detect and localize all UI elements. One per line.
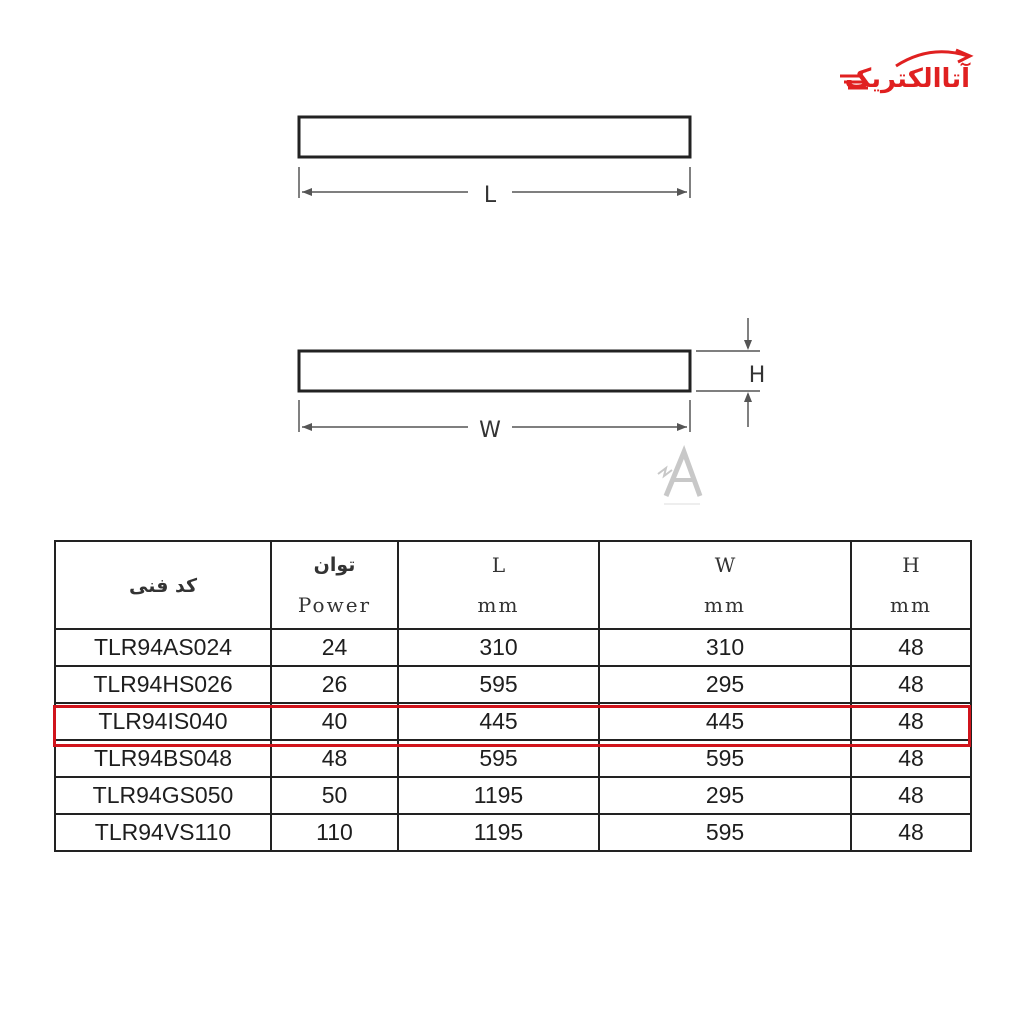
cell-height: 48 xyxy=(851,629,971,666)
logo-text: آتاالکتریک xyxy=(844,64,970,94)
cell-width: 295 xyxy=(599,777,851,814)
header-width: W mm xyxy=(599,541,851,629)
header-length: L mm xyxy=(398,541,599,629)
cell-power: 50 xyxy=(271,777,398,814)
cell-length: 595 xyxy=(398,740,599,777)
cell-code: TLR94HS026 xyxy=(55,666,271,703)
cell-width: 445 xyxy=(599,703,851,740)
table-row xyxy=(55,777,971,814)
table-header-row xyxy=(55,541,971,629)
table-row xyxy=(55,666,971,703)
header-code: کد فنی xyxy=(55,541,271,629)
cell-code: TLR94AS024 xyxy=(55,629,271,666)
cell-length: 445 xyxy=(398,703,599,740)
cell-power: 24 xyxy=(271,629,398,666)
cell-width: 295 xyxy=(599,666,851,703)
cell-height: 48 xyxy=(851,814,971,851)
width-label: W xyxy=(479,418,501,443)
table-row xyxy=(55,629,971,666)
cell-code: TLR94VS110 xyxy=(55,814,271,851)
cell-length: 310 xyxy=(398,629,599,666)
cell-power: 40 xyxy=(271,703,398,740)
watermark-logo-icon xyxy=(654,444,708,508)
cell-length: 595 xyxy=(398,666,599,703)
cell-height: 48 xyxy=(851,703,971,740)
header-height: H mm xyxy=(851,541,971,629)
cell-code: TLR94GS050 xyxy=(55,777,271,814)
cell-width: 595 xyxy=(599,814,851,851)
table-row xyxy=(55,740,971,777)
cell-height: 48 xyxy=(851,666,971,703)
cell-power: 48 xyxy=(271,740,398,777)
side-view-drawing xyxy=(299,318,760,432)
cell-power: 110 xyxy=(271,814,398,851)
cell-width: 310 xyxy=(599,629,851,666)
cell-length: 1195 xyxy=(398,814,599,851)
table-row xyxy=(55,814,971,851)
cell-code: TLR94IS040 xyxy=(55,703,271,740)
cell-width: 595 xyxy=(599,740,851,777)
length-label: L xyxy=(483,183,497,208)
spec-table xyxy=(54,540,972,852)
cell-code: TLR94BS048 xyxy=(55,740,271,777)
cell-height: 48 xyxy=(851,777,971,814)
cell-power: 26 xyxy=(271,666,398,703)
cell-length: 1195 xyxy=(398,777,599,814)
table-row-highlighted xyxy=(55,703,971,740)
height-label: H xyxy=(748,363,766,388)
cell-height: 48 xyxy=(851,740,971,777)
header-power: توان Power xyxy=(271,541,398,629)
